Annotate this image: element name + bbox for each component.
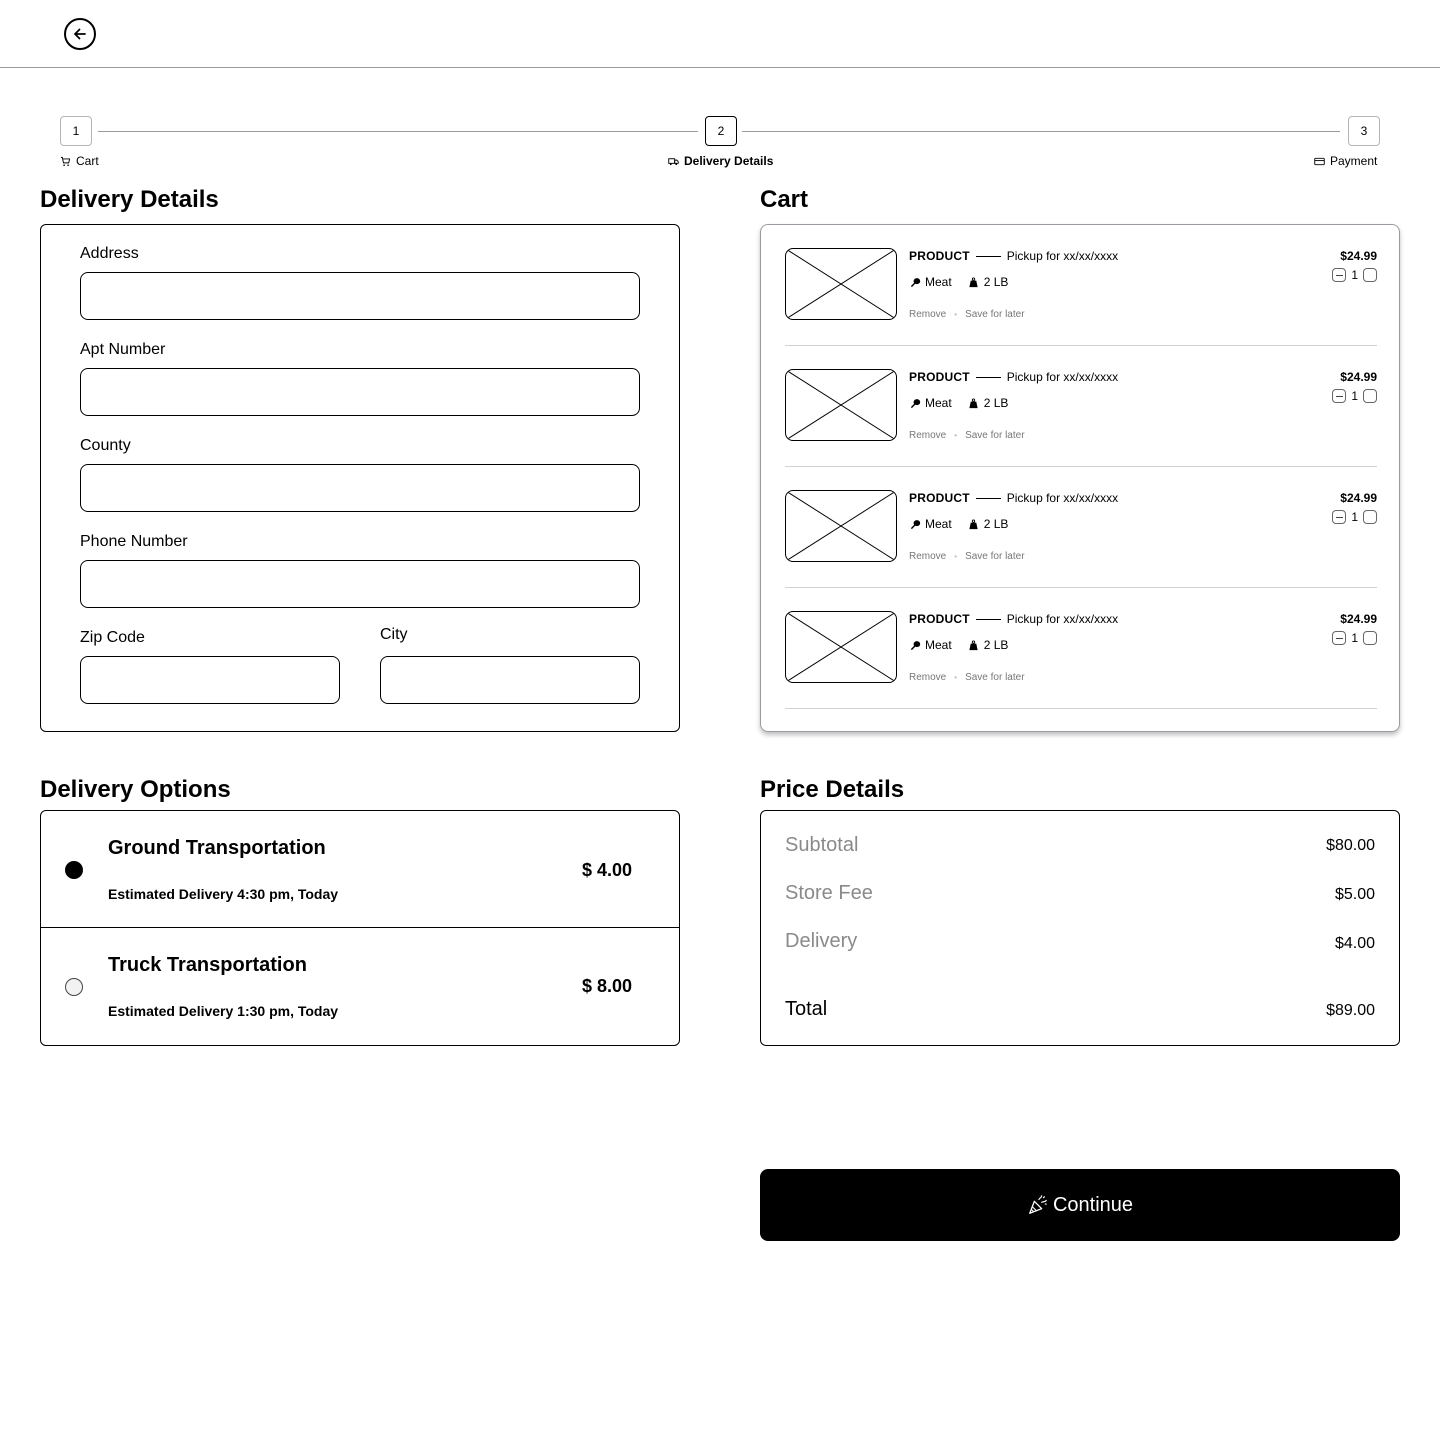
weight-icon <box>968 397 980 409</box>
phone-number-label: Phone Number <box>80 533 188 550</box>
cart-item: PRODUCT Pickup for xx/xx/xxxx Meat 2 LB Remove • Save for later $24.99 1 <box>785 225 1377 346</box>
option-price: $ 4.00 <box>581 860 632 880</box>
save-for-later-link[interactable]: Save for later <box>965 309 1025 320</box>
delivery-options-title: Delivery Options <box>40 776 231 803</box>
save-for-later-link[interactable]: Save for later <box>965 551 1025 562</box>
cart-item: PRODUCT Pickup for xx/xx/xxxx Meat 2 LB Remove • Save for later $24.99 1 <box>785 588 1377 709</box>
cart-icon <box>60 156 71 167</box>
quantity-value: 1 <box>1351 268 1358 282</box>
step-label-delivery-details <box>668 154 773 168</box>
product-name: PRODUCT <box>909 370 970 384</box>
product-category: Meat <box>925 517 952 531</box>
total-label: Total <box>785 998 828 1020</box>
product-price: $24.99 <box>1340 612 1377 626</box>
product-name: PRODUCT <box>909 612 970 626</box>
step-label-text: Cart <box>76 154 99 168</box>
product-price: $24.99 <box>1340 491 1377 505</box>
step-label-text: Delivery Details <box>684 154 774 168</box>
price-details-panel <box>760 810 1400 1046</box>
remove-link[interactable]: Remove <box>909 430 947 441</box>
delivery-fee-value: $4.00 <box>1334 935 1375 952</box>
radio-unselected[interactable] <box>65 978 83 996</box>
stepper-line <box>742 131 1340 132</box>
arrow-left-icon <box>72 26 88 42</box>
step-1-cart[interactable]: 1 <box>60 116 92 146</box>
zip-code-label: Zip Code <box>80 629 145 646</box>
increase-quantity-button[interactable] <box>1363 268 1377 282</box>
cart-item: PRODUCT Pickup for xx/xx/xxxx Meat 2 LB Remove • Save for later $24.99 1 <box>785 467 1377 588</box>
truck-icon <box>668 156 679 167</box>
increase-quantity-button[interactable] <box>1363 389 1377 403</box>
option-estimate: Estimated Delivery 4:30 pm, Today <box>108 886 339 902</box>
drumstick-icon <box>909 518 921 530</box>
weight-icon <box>968 276 980 288</box>
drumstick-icon <box>909 397 921 409</box>
step-label-cart <box>60 154 99 168</box>
option-title: Truck Transportation <box>108 954 307 976</box>
delivery-fee-label: Delivery <box>785 930 858 952</box>
product-price: $24.99 <box>1340 249 1377 263</box>
increase-quantity-button[interactable] <box>1363 631 1377 645</box>
product-name: PRODUCT <box>909 491 970 505</box>
county-input[interactable] <box>80 464 640 512</box>
save-for-later-link[interactable]: Save for later <box>965 672 1025 683</box>
pickup-date: Pickup for xx/xx/xxxx <box>1006 370 1119 384</box>
step-2-delivery-details[interactable]: 2 <box>705 116 737 146</box>
continue-label: Continue <box>1052 1193 1134 1216</box>
quantity-value: 1 <box>1351 389 1358 403</box>
option-estimate: Estimated Delivery 1:30 pm, Today <box>108 1003 339 1019</box>
cart-title: Cart <box>760 186 809 213</box>
increase-quantity-button[interactable] <box>1363 510 1377 524</box>
product-category: Meat <box>925 638 952 652</box>
party-popper-icon <box>1027 1194 1049 1216</box>
city-input[interactable] <box>380 656 640 704</box>
store-fee-label: Store Fee <box>785 882 873 904</box>
step-label-text: Payment <box>1330 154 1378 168</box>
back-button[interactable] <box>64 18 96 50</box>
decrease-quantity-button[interactable] <box>1332 389 1346 403</box>
address-label: Address <box>80 245 139 262</box>
address-input[interactable] <box>80 272 640 320</box>
checkout-stepper <box>60 116 1380 176</box>
quantity-stepper <box>1332 631 1377 645</box>
top-bar <box>0 0 1440 68</box>
delivery-option-truck[interactable] <box>41 928 680 1045</box>
drumstick-icon <box>909 276 921 288</box>
decrease-quantity-button[interactable] <box>1332 510 1346 524</box>
price-details-title: Price Details <box>760 776 905 803</box>
cart-item: PRODUCT Pickup for xx/xx/xxxx Meat 2 LB Remove • Save for later $24.99 1 <box>785 346 1377 467</box>
product-image-placeholder <box>785 369 897 441</box>
pickup-date: Pickup for xx/xx/xxxx <box>1006 612 1119 626</box>
product-price: $24.99 <box>1340 370 1377 384</box>
delivery-details-form <box>40 224 680 732</box>
stepper-line <box>98 131 698 132</box>
product-weight: 2 LB <box>983 517 1009 531</box>
pickup-date: Pickup for xx/xx/xxxx <box>1006 491 1119 505</box>
quantity-value: 1 <box>1351 510 1358 524</box>
product-image-placeholder <box>785 611 897 683</box>
weight-icon <box>968 639 980 651</box>
apt-number-input[interactable] <box>80 368 640 416</box>
subtotal-value: $80.00 <box>1326 837 1375 854</box>
decrease-quantity-button[interactable] <box>1332 268 1346 282</box>
quantity-stepper <box>1332 268 1377 282</box>
city-label: City <box>380 626 408 643</box>
decrease-quantity-button[interactable] <box>1332 631 1346 645</box>
delivery-options-list <box>40 810 680 1046</box>
store-fee-value: $5.00 <box>1334 886 1375 903</box>
county-label: County <box>80 437 131 454</box>
remove-link[interactable]: Remove <box>909 309 947 320</box>
product-weight: 2 LB <box>983 396 1009 410</box>
weight-icon <box>968 518 980 530</box>
step-label-payment <box>1314 154 1377 168</box>
remove-link[interactable]: Remove <box>909 672 947 683</box>
product-image-placeholder <box>785 490 897 562</box>
zip-code-input[interactable] <box>80 656 340 704</box>
continue-button[interactable] <box>760 1169 1400 1241</box>
product-name: PRODUCT <box>909 249 970 263</box>
product-category: Meat <box>925 275 952 289</box>
remove-link[interactable]: Remove <box>909 551 947 562</box>
product-category: Meat <box>925 396 952 410</box>
credit-card-icon <box>1314 156 1325 167</box>
product-image-placeholder <box>785 248 897 320</box>
quantity-stepper <box>1332 510 1377 524</box>
step-3-payment[interactable]: 3 <box>1348 116 1380 146</box>
drumstick-icon <box>909 639 921 651</box>
delivery-option-ground[interactable] <box>41 811 680 928</box>
option-price: $ 8.00 <box>581 976 632 996</box>
delivery-details-title: Delivery Details <box>40 186 219 213</box>
product-weight: 2 LB <box>983 638 1009 652</box>
cart-panel <box>760 224 1400 732</box>
quantity-stepper <box>1332 389 1377 403</box>
quantity-value: 1 <box>1351 631 1358 645</box>
pickup-date: Pickup for xx/xx/xxxx <box>1006 249 1119 263</box>
save-for-later-link[interactable]: Save for later <box>965 430 1025 441</box>
phone-number-input[interactable] <box>80 560 640 608</box>
radio-selected[interactable] <box>65 861 83 879</box>
subtotal-label: Subtotal <box>785 834 859 856</box>
option-title: Ground Transportation <box>108 837 326 859</box>
total-value: $89.00 <box>1326 1002 1375 1019</box>
apt-number-label: Apt Number <box>80 341 166 358</box>
product-weight: 2 LB <box>983 275 1009 289</box>
